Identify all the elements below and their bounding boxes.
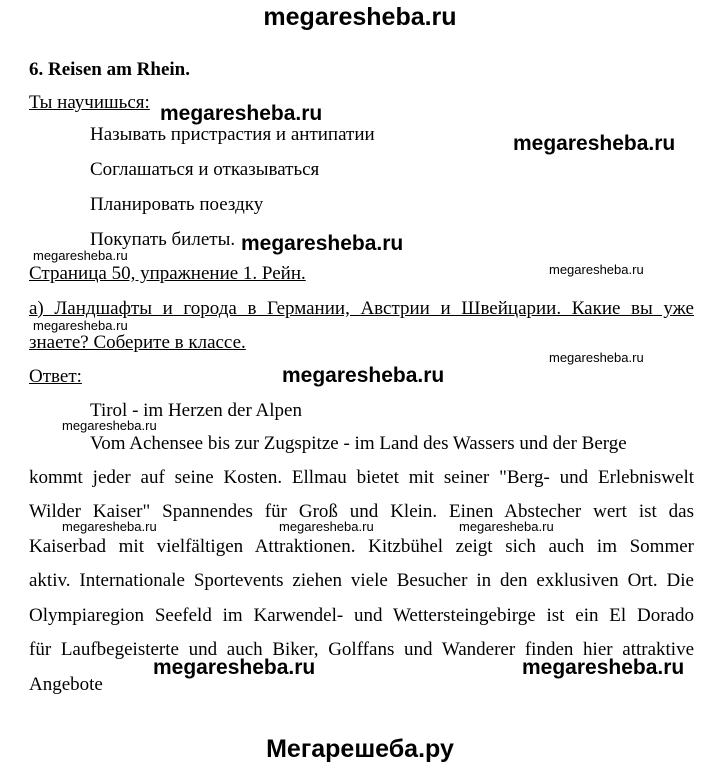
watermark: megaresheba.ru xyxy=(62,519,157,534)
answer-line: Angebote xyxy=(29,674,103,695)
watermark: megaresheba.ru xyxy=(522,656,685,679)
answer-line: aktiv. Internationale Sportevents ziehen viele Besucher in den exklusiven Ort. Die xyxy=(29,570,694,591)
task-line: знаете? Соберите в классе. xyxy=(29,332,246,353)
watermark: megaresheba.ru xyxy=(549,262,644,277)
learn-item: Покупать билеты. xyxy=(90,229,236,250)
page-title: 6. Reisen am Rhein. xyxy=(29,59,190,80)
learn-label: Ты научишься: xyxy=(29,92,150,113)
header-site-name: megaresheba.ru xyxy=(263,3,457,31)
answer-line: für Laufbegeisterte und auch Biker, Golffans und Wanderer finden hier attraktive xyxy=(29,639,694,660)
watermark: megaresheba.ru xyxy=(241,232,404,255)
learn-item: Планировать поездку xyxy=(90,194,264,215)
answer-line: Olympiaregion Seefeld im Karwendel- und Wettersteingebirge ist ein El Dorado xyxy=(29,605,694,626)
answer-title: Tirol - im Herzen der Alpen xyxy=(90,400,302,421)
answer-line: Kaiserbad mit vielfältigen Attraktionen. Kitzbühel zeigt sich auch im Sommer xyxy=(29,536,694,557)
learn-item: Называть пристрастия и антипатии xyxy=(90,124,375,145)
watermark: megaresheba.ru xyxy=(62,418,157,433)
task-line: а) Ландшафты и города в Германии, Австрии и Швейцарии. Какие вы уже xyxy=(29,298,694,319)
watermark: megaresheba.ru xyxy=(282,364,445,387)
watermark: megaresheba.ru xyxy=(160,102,323,125)
answer-label: Ответ: xyxy=(29,366,82,387)
learn-item: Соглашаться и отказываться xyxy=(90,159,320,180)
answer-line: Vom Achensee bis zur Zugspitze - im Land des Wassers und der Berge xyxy=(90,433,627,454)
answer-line: kommt jeder auf seine Kosten. Ellmau bietet mit seiner "Berg- und Erlebniswelt xyxy=(29,467,694,488)
watermark: megaresheba.ru xyxy=(33,248,128,263)
page-reference: Страница 50, упражнение 1. Рейн. xyxy=(29,263,306,284)
answer-line: Wilder Kaiser" Spannendes für Groß und Klein. Einen Abstecher wert ist das xyxy=(29,501,694,522)
watermark: megaresheba.ru xyxy=(33,318,128,333)
watermark: megaresheba.ru xyxy=(279,519,374,534)
footer-site-name: Мегарешеба.ру xyxy=(266,735,454,763)
watermark: megaresheba.ru xyxy=(513,132,676,155)
watermark: megaresheba.ru xyxy=(459,519,554,534)
watermark: megaresheba.ru xyxy=(153,656,316,679)
watermark: megaresheba.ru xyxy=(549,350,644,365)
